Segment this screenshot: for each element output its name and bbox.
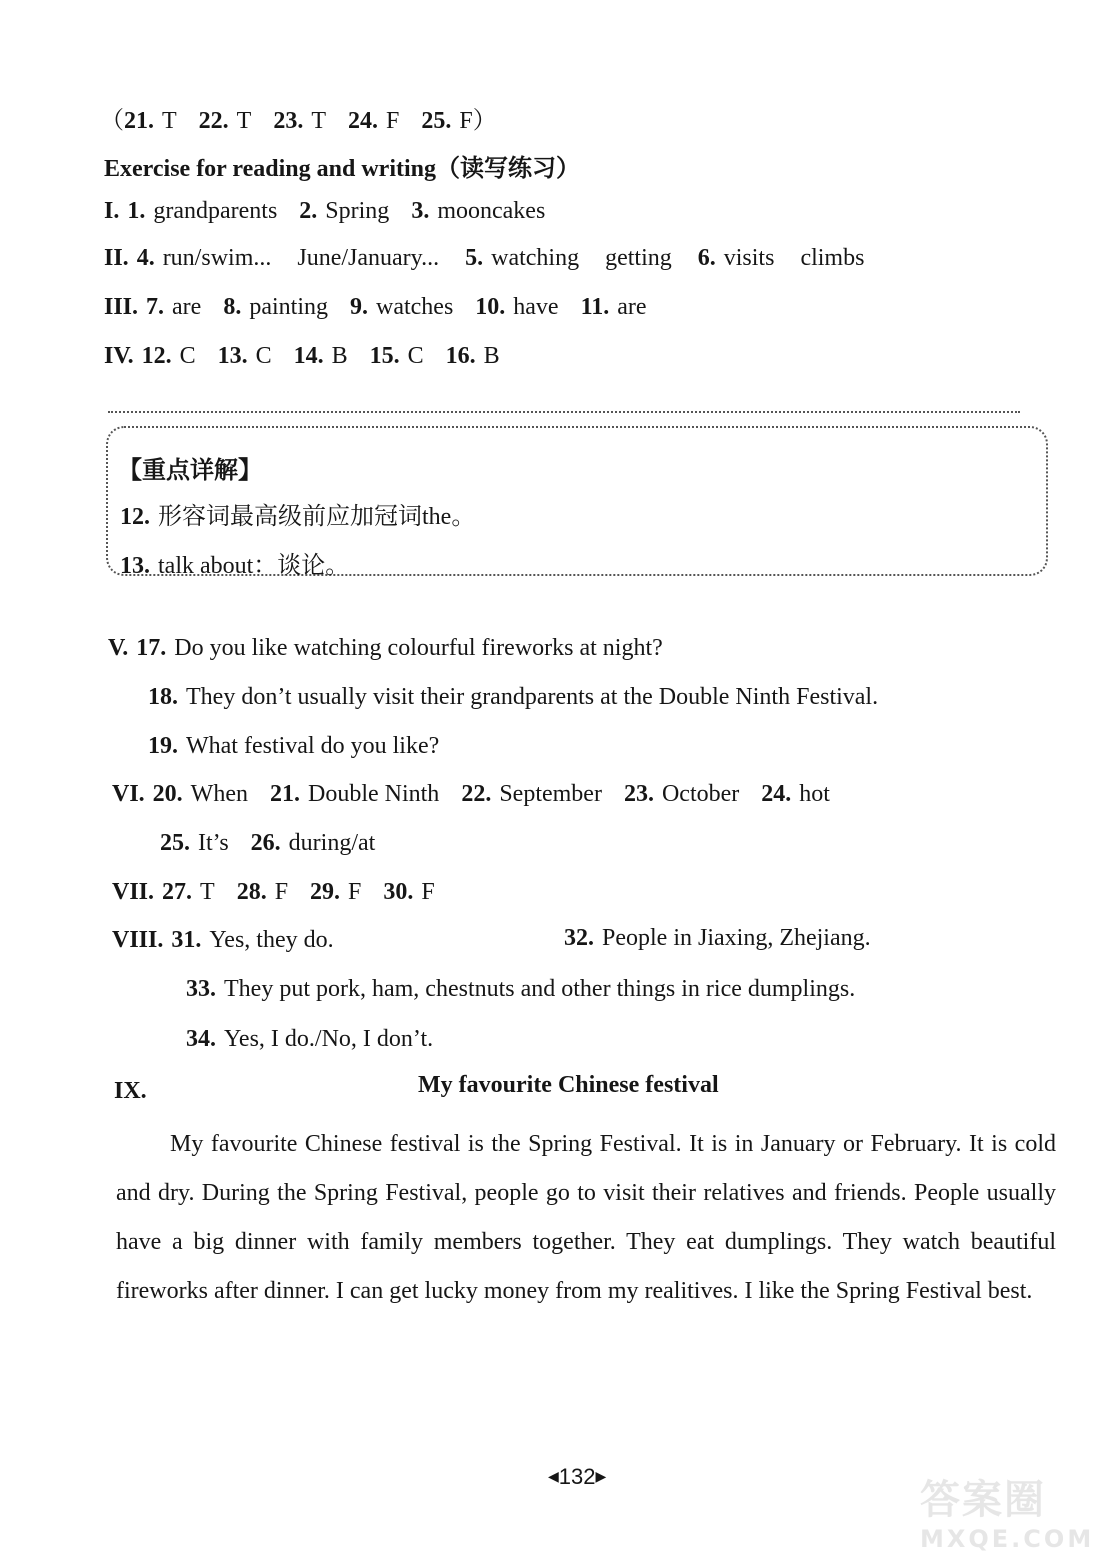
part-label: VII.: [112, 879, 155, 905]
q25-answer: F: [459, 108, 473, 134]
q22-number: 22.: [198, 108, 229, 134]
part-label: IV.: [104, 343, 134, 369]
part-label: III.: [104, 294, 139, 320]
q21-number: 21.: [124, 108, 154, 134]
part-6-answers: VI. 20. When 21. Double Ninth 22. September 23. October 24. hot: [112, 781, 830, 807]
part-2-answers: II. 4. run/swim... June/January... 5. watching getting 6. visits climbs: [104, 245, 865, 271]
part-label: V.: [108, 635, 129, 661]
part-1-answers: I. 1. grandparents 2. Spring 3. mooncakes: [104, 198, 546, 224]
part-8-q33: 33. They put pork, ham, chestnuts and other things in rice dumplings.: [186, 976, 856, 1002]
key-point-item: 12. 形容词最高级前应加冠词the。: [120, 504, 476, 530]
part-8-q32: 32. People in Jiaxing, Zhejiang.: [564, 925, 871, 951]
part-8-q34: 34. Yes, I do./No, I don’t.: [186, 1026, 434, 1052]
part-label: VI.: [112, 781, 145, 807]
part-6-answers-cont: 25. It’s 26. during/at: [160, 830, 376, 856]
right-triangle-icon: ▶: [595, 1468, 607, 1484]
part-5-q17: V. 17. Do you like watching colourful fireworks at night?: [108, 635, 663, 661]
q25-number: 25.: [421, 108, 452, 134]
part-label: VIII.: [112, 927, 164, 953]
dotted-divider: [108, 411, 1020, 413]
section-heading: Exercise for reading and writing（读写练习）: [104, 156, 580, 182]
q21-answer: T: [162, 108, 177, 134]
key-points-title: 【重点详解】: [118, 458, 262, 484]
part-3-answers: III. 7. are 8. painting 9. watches 10. have 11. are: [104, 294, 647, 320]
part-4-answers: IV. 12. C 13. C 14. B 15. C 16. B: [104, 343, 500, 369]
q24-answer: F: [386, 108, 400, 134]
left-triangle-icon: ◀: [548, 1468, 559, 1484]
part-7-answers: VII. 27. T 28. F 29. F 30. F: [112, 879, 435, 905]
essay-title: My favourite Chinese festival: [418, 1072, 719, 1098]
page-number: ◀132▶: [548, 1464, 607, 1489]
part-5-q19: 19. What festival do you like?: [148, 733, 440, 759]
key-point-item: 13. talk about：谈论。: [120, 553, 350, 579]
part-label: I.: [104, 198, 120, 224]
q22-answer: T: [236, 108, 252, 134]
part-8-q31: VIII. 31. Yes, they do.: [112, 927, 334, 953]
prev-section-answers: （21. T 22. T 23. T 24. F 25. F）: [100, 108, 497, 134]
q24-number: 24.: [348, 108, 379, 134]
part-label: IX.: [114, 1078, 147, 1104]
essay-paragraph: My favourite Chinese festival is the Spring Festival. It is in January or February. It is cold and dry. During the Spring Festival, people go to visit their relatives and friends. People usually have a big dinner with family members together. They eat dumplings. They watch beautiful fireworks after dinner. I can get lucky money from my realitives. I like the Spring Festival best.: [116, 1131, 1056, 1304]
part-label: II.: [104, 245, 129, 271]
part-5-q18: 18. They don’t usually visit their grandparents at the Double Ninth Festival.: [148, 684, 879, 710]
q23-number: 23.: [273, 108, 304, 134]
watermark-logo: 答案圈 MXQE.COM: [920, 1477, 1095, 1553]
q23-answer: T: [311, 108, 327, 134]
